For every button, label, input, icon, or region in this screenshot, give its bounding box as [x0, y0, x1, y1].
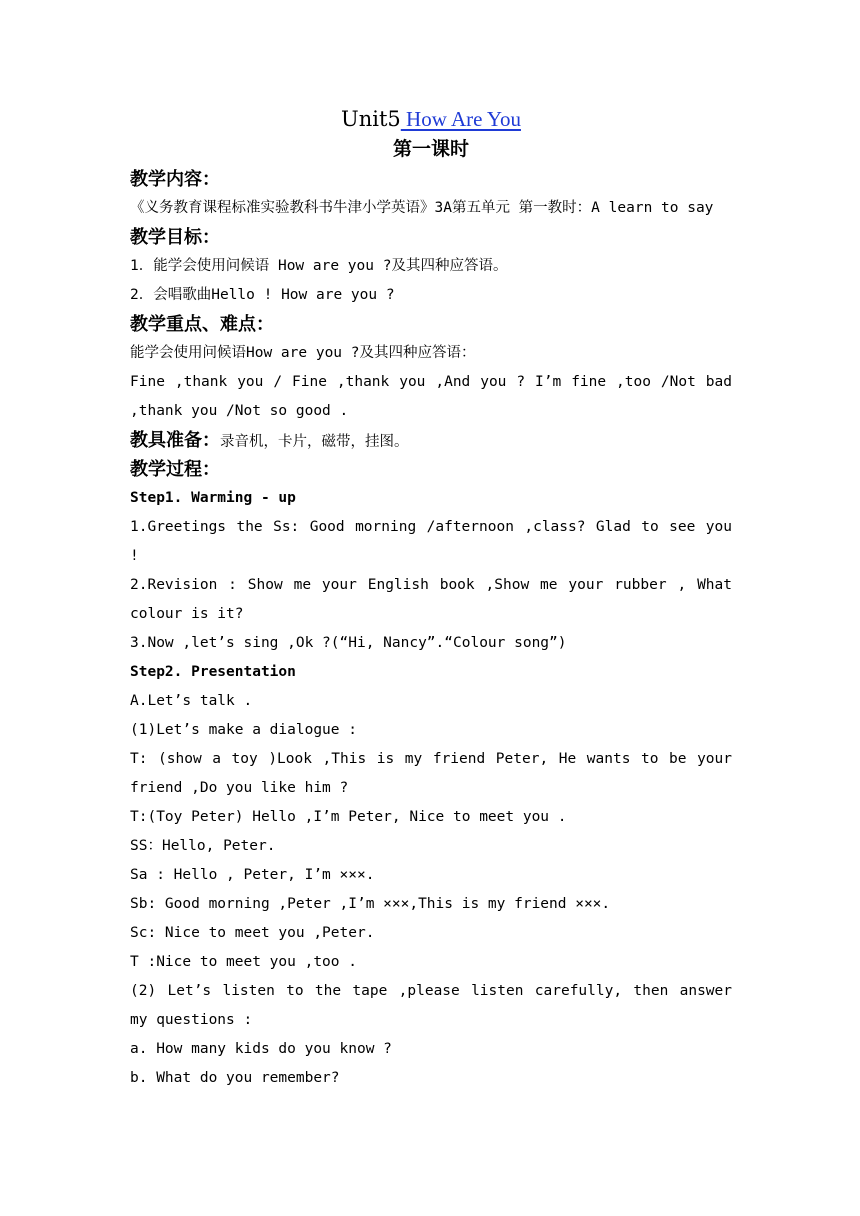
step2-line: T: (show a toy )Look ,This is my friend Peter, He wants to be your friend ,Do you like him ?: [130, 751, 741, 796]
step2-line: (1)Let’s make a dialogue :: [130, 722, 357, 738]
document-body: [130, 104, 741, 1093]
step2-line: Sc: Nice to meet you ,Peter.: [130, 925, 375, 941]
step2-line: Sb: Good morning ,Peter ,I’m ×××,This is my friend ×××.: [130, 896, 611, 912]
step1-line: 3.Now ,let’s sing ,Ok ?(“Hi, Nancy”.“Colour song”): [130, 635, 567, 651]
teaching-tools-text: 录音机，卡片，磁带，挂图。: [220, 434, 409, 450]
lesson-subtitle: 第一课时: [392, 138, 469, 160]
step2-line: a. How many kids do you know ?: [130, 1041, 392, 1057]
step2-line: T:(Toy Peter) Hello ,I’m Peter, Nice to meet you .: [130, 809, 567, 825]
step1-heading: Step1. Warming - up: [130, 490, 296, 506]
teaching-tools-heading: 教具准备：: [130, 430, 220, 451]
teaching-tools-row: [130, 426, 732, 455]
teaching-content-text: 《义务教育课程标准实验教科书牛津小学英语》3A第五单元 第一教时：A learn to say: [130, 200, 714, 216]
goal-item-2: 2．会唱歌曲Hello ! How are you ?: [130, 287, 395, 303]
step1-line: 2.Revision : Show me your English book ,Show me your rubber , What colour is it?: [130, 577, 741, 622]
title-prefix: Unit5: [341, 107, 401, 131]
step2-heading: Step2. Presentation: [130, 664, 296, 680]
teaching-process-heading: 教学过程：: [130, 459, 220, 480]
teaching-goals-heading: 教学目标：: [130, 227, 220, 248]
key-point-2: Fine ,thank you / Fine ,thank you ,And you ? I’m fine ,too /Not bad ,thank you /Not so good .: [130, 374, 741, 419]
step2-line: Sa : Hello , Peter, I’m ×××.: [130, 867, 375, 883]
step2-line: (2) Let’s listen to the tape ,please listen carefully, then answer my questions :: [130, 983, 741, 1028]
step2-line: b. What do you remember?: [130, 1070, 340, 1086]
page-title: [130, 104, 732, 134]
step2-line: A.Let’s talk .: [130, 693, 253, 709]
step2-line: SS：Hello, Peter.: [130, 838, 276, 854]
goal-item-1: 1．能学会使用问候语 How are you ?及其四种应答语。: [130, 258, 508, 274]
step2-line: T :Nice to meet you ,too .: [130, 954, 357, 970]
key-points-heading: 教学重点、难点：: [130, 314, 274, 335]
title-link[interactable]: How Are You: [400, 107, 521, 131]
step1-line: 1.Greetings the Ss: Good morning /afternoon ,class? Glad to see you !: [130, 519, 741, 564]
key-point-1: 能学会使用问候语How are you ?及其四种应答语：: [130, 345, 476, 361]
teaching-content-heading: 教学内容：: [130, 169, 220, 190]
